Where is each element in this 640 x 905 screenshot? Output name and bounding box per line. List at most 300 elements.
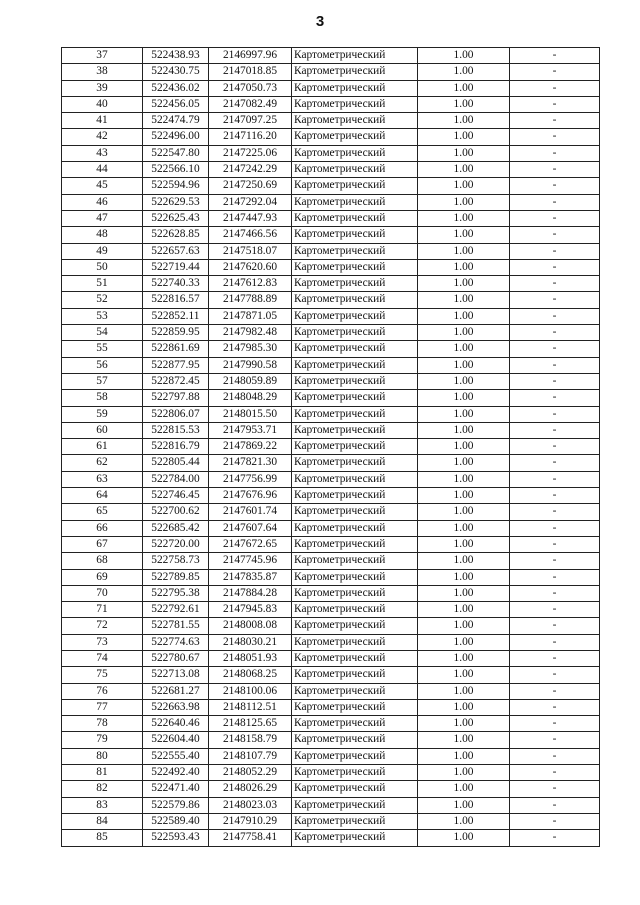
description-cell: -	[510, 439, 600, 455]
method-cell: Картометрический	[292, 813, 418, 829]
x-coordinate-cell: 522681.27	[143, 683, 209, 699]
x-coordinate-cell: 522436.02	[143, 80, 209, 96]
point-number-cell: 72	[62, 618, 143, 634]
x-coordinate-cell: 522657.63	[143, 243, 209, 259]
method-cell: Картометрический	[292, 830, 418, 846]
point-number-cell: 65	[62, 504, 143, 520]
description-cell: -	[510, 618, 600, 634]
table-row	[62, 96, 600, 112]
point-number-cell: 53	[62, 308, 143, 324]
y-coordinate-cell: 2147990.58	[209, 357, 292, 373]
table-row	[62, 813, 600, 829]
y-coordinate-cell: 2147869.22	[209, 439, 292, 455]
y-coordinate-cell: 2148052.29	[209, 765, 292, 781]
table-row	[62, 569, 600, 585]
method-cell: Картометрический	[292, 765, 418, 781]
method-cell: Картометрический	[292, 422, 418, 438]
point-number-cell: 62	[62, 455, 143, 471]
description-cell: -	[510, 80, 600, 96]
table-row	[62, 602, 600, 618]
table-row	[62, 634, 600, 650]
point-number-cell: 54	[62, 325, 143, 341]
method-cell: Картометрический	[292, 129, 418, 145]
description-cell: -	[510, 178, 600, 194]
accuracy-cell: 1.00	[418, 553, 510, 569]
accuracy-cell: 1.00	[418, 471, 510, 487]
description-cell: -	[510, 553, 600, 569]
point-number-cell: 56	[62, 357, 143, 373]
point-number-cell: 63	[62, 471, 143, 487]
y-coordinate-cell: 2148048.29	[209, 390, 292, 406]
table-row	[62, 210, 600, 226]
accuracy-cell: 1.00	[418, 96, 510, 112]
accuracy-cell: 1.00	[418, 276, 510, 292]
y-coordinate-cell: 2148015.50	[209, 406, 292, 422]
x-coordinate-cell: 522792.61	[143, 602, 209, 618]
x-coordinate-cell: 522816.57	[143, 292, 209, 308]
accuracy-cell: 1.00	[418, 618, 510, 634]
method-cell: Картометрический	[292, 634, 418, 650]
description-cell: -	[510, 781, 600, 797]
coordinates-table	[61, 47, 600, 847]
table-row	[62, 129, 600, 145]
accuracy-cell: 1.00	[418, 716, 510, 732]
method-cell: Картометрический	[292, 48, 418, 64]
y-coordinate-cell: 2147982.48	[209, 325, 292, 341]
x-coordinate-cell: 522816.79	[143, 439, 209, 455]
y-coordinate-cell: 2147821.30	[209, 455, 292, 471]
description-cell: -	[510, 667, 600, 683]
y-coordinate-cell: 2148125.65	[209, 716, 292, 732]
point-number-cell: 68	[62, 553, 143, 569]
table-row	[62, 390, 600, 406]
accuracy-cell: 1.00	[418, 145, 510, 161]
accuracy-cell: 1.00	[418, 243, 510, 259]
point-number-cell: 73	[62, 634, 143, 650]
table-row	[62, 243, 600, 259]
y-coordinate-cell: 2147050.73	[209, 80, 292, 96]
method-cell: Картометрический	[292, 96, 418, 112]
description-cell: -	[510, 650, 600, 666]
x-coordinate-cell: 522471.40	[143, 781, 209, 797]
table-row	[62, 504, 600, 520]
description-cell: -	[510, 325, 600, 341]
accuracy-cell: 1.00	[418, 373, 510, 389]
point-number-cell: 79	[62, 732, 143, 748]
x-coordinate-cell: 522629.53	[143, 194, 209, 210]
point-number-cell: 40	[62, 96, 143, 112]
method-cell: Картометрический	[292, 569, 418, 585]
x-coordinate-cell: 522625.43	[143, 210, 209, 226]
point-number-cell: 48	[62, 227, 143, 243]
accuracy-cell: 1.00	[418, 80, 510, 96]
accuracy-cell: 1.00	[418, 439, 510, 455]
x-coordinate-cell: 522719.44	[143, 259, 209, 275]
x-coordinate-cell: 522852.11	[143, 308, 209, 324]
y-coordinate-cell: 2147620.60	[209, 259, 292, 275]
table-row	[62, 748, 600, 764]
accuracy-cell: 1.00	[418, 357, 510, 373]
description-cell: -	[510, 357, 600, 373]
point-number-cell: 77	[62, 699, 143, 715]
x-coordinate-cell: 522861.69	[143, 341, 209, 357]
method-cell: Картометрический	[292, 699, 418, 715]
method-cell: Картометрический	[292, 357, 418, 373]
description-cell: -	[510, 488, 600, 504]
table-row	[62, 194, 600, 210]
accuracy-cell: 1.00	[418, 536, 510, 552]
y-coordinate-cell: 2148100.06	[209, 683, 292, 699]
accuracy-cell: 1.00	[418, 422, 510, 438]
y-coordinate-cell: 2147607.64	[209, 520, 292, 536]
x-coordinate-cell: 522713.08	[143, 667, 209, 683]
description-cell: -	[510, 520, 600, 536]
description-cell: -	[510, 48, 600, 64]
point-number-cell: 81	[62, 765, 143, 781]
table-row	[62, 455, 600, 471]
table-row	[62, 373, 600, 389]
method-cell: Картометрический	[292, 439, 418, 455]
method-cell: Картометрический	[292, 259, 418, 275]
y-coordinate-cell: 2147871.05	[209, 308, 292, 324]
point-number-cell: 49	[62, 243, 143, 259]
y-coordinate-cell: 2147835.87	[209, 569, 292, 585]
x-coordinate-cell: 522700.62	[143, 504, 209, 520]
accuracy-cell: 1.00	[418, 830, 510, 846]
x-coordinate-cell: 522720.00	[143, 536, 209, 552]
table-row	[62, 781, 600, 797]
description-cell: -	[510, 455, 600, 471]
point-number-cell: 59	[62, 406, 143, 422]
method-cell: Картометрический	[292, 113, 418, 129]
description-cell: -	[510, 813, 600, 829]
description-cell: -	[510, 585, 600, 601]
accuracy-cell: 1.00	[418, 504, 510, 520]
method-cell: Картометрический	[292, 471, 418, 487]
table-row	[62, 308, 600, 324]
accuracy-cell: 1.00	[418, 194, 510, 210]
table-row	[62, 585, 600, 601]
table-row	[62, 683, 600, 699]
y-coordinate-cell: 2148030.21	[209, 634, 292, 650]
description-cell: -	[510, 504, 600, 520]
y-coordinate-cell: 2147910.29	[209, 813, 292, 829]
y-coordinate-cell: 2147945.83	[209, 602, 292, 618]
description-cell: -	[510, 683, 600, 699]
description-cell: -	[510, 748, 600, 764]
table-row	[62, 227, 600, 243]
x-coordinate-cell: 522774.63	[143, 634, 209, 650]
point-number-cell: 55	[62, 341, 143, 357]
x-coordinate-cell: 522784.00	[143, 471, 209, 487]
method-cell: Картометрический	[292, 455, 418, 471]
method-cell: Картометрический	[292, 210, 418, 226]
description-cell: -	[510, 64, 600, 80]
method-cell: Картометрический	[292, 64, 418, 80]
point-number-cell: 47	[62, 210, 143, 226]
description-cell: -	[510, 536, 600, 552]
method-cell: Картометрический	[292, 748, 418, 764]
x-coordinate-cell: 522474.79	[143, 113, 209, 129]
description-cell: -	[510, 699, 600, 715]
method-cell: Картометрический	[292, 504, 418, 520]
table-row	[62, 113, 600, 129]
x-coordinate-cell: 522797.88	[143, 390, 209, 406]
description-cell: -	[510, 830, 600, 846]
x-coordinate-cell: 522438.93	[143, 48, 209, 64]
x-coordinate-cell: 522859.95	[143, 325, 209, 341]
table-row	[62, 765, 600, 781]
x-coordinate-cell: 522579.86	[143, 797, 209, 813]
method-cell: Картометрический	[292, 145, 418, 161]
point-number-cell: 44	[62, 162, 143, 178]
y-coordinate-cell: 2147953.71	[209, 422, 292, 438]
x-coordinate-cell: 522789.85	[143, 569, 209, 585]
description-cell: -	[510, 292, 600, 308]
x-coordinate-cell: 522806.07	[143, 406, 209, 422]
point-number-cell: 38	[62, 64, 143, 80]
point-number-cell: 83	[62, 797, 143, 813]
accuracy-cell: 1.00	[418, 699, 510, 715]
method-cell: Картометрический	[292, 488, 418, 504]
table-row	[62, 797, 600, 813]
description-cell: -	[510, 308, 600, 324]
table-row	[62, 341, 600, 357]
y-coordinate-cell: 2147292.04	[209, 194, 292, 210]
method-cell: Картометрический	[292, 732, 418, 748]
x-coordinate-cell: 522781.55	[143, 618, 209, 634]
accuracy-cell: 1.00	[418, 797, 510, 813]
accuracy-cell: 1.00	[418, 259, 510, 275]
x-coordinate-cell: 522594.96	[143, 178, 209, 194]
description-cell: -	[510, 422, 600, 438]
method-cell: Картометрический	[292, 227, 418, 243]
x-coordinate-cell: 522566.10	[143, 162, 209, 178]
point-number-cell: 61	[62, 439, 143, 455]
method-cell: Картометрический	[292, 585, 418, 601]
accuracy-cell: 1.00	[418, 308, 510, 324]
point-number-cell: 41	[62, 113, 143, 129]
description-cell: -	[510, 276, 600, 292]
method-cell: Картометрический	[292, 80, 418, 96]
method-cell: Картометрический	[292, 650, 418, 666]
table-row	[62, 259, 600, 275]
y-coordinate-cell: 2148051.93	[209, 650, 292, 666]
point-number-cell: 58	[62, 390, 143, 406]
accuracy-cell: 1.00	[418, 390, 510, 406]
point-number-cell: 57	[62, 373, 143, 389]
table-row	[62, 520, 600, 536]
description-cell: -	[510, 373, 600, 389]
x-coordinate-cell: 522663.98	[143, 699, 209, 715]
accuracy-cell: 1.00	[418, 813, 510, 829]
point-number-cell: 42	[62, 129, 143, 145]
y-coordinate-cell: 2148158.79	[209, 732, 292, 748]
x-coordinate-cell: 522430.75	[143, 64, 209, 80]
y-coordinate-cell: 2148068.25	[209, 667, 292, 683]
y-coordinate-cell: 2148107.79	[209, 748, 292, 764]
table-row	[62, 406, 600, 422]
x-coordinate-cell: 522685.42	[143, 520, 209, 536]
description-cell: -	[510, 341, 600, 357]
description-cell: -	[510, 194, 600, 210]
table-row	[62, 178, 600, 194]
accuracy-cell: 1.00	[418, 406, 510, 422]
point-number-cell: 69	[62, 569, 143, 585]
y-coordinate-cell: 2148023.03	[209, 797, 292, 813]
x-coordinate-cell: 522815.53	[143, 422, 209, 438]
method-cell: Картометрический	[292, 667, 418, 683]
accuracy-cell: 1.00	[418, 634, 510, 650]
point-number-cell: 60	[62, 422, 143, 438]
method-cell: Картометрический	[292, 373, 418, 389]
y-coordinate-cell: 2147518.07	[209, 243, 292, 259]
x-coordinate-cell: 522492.40	[143, 765, 209, 781]
y-coordinate-cell: 2147225.06	[209, 145, 292, 161]
table-row	[62, 716, 600, 732]
table-row	[62, 439, 600, 455]
x-coordinate-cell: 522780.67	[143, 650, 209, 666]
x-coordinate-cell: 522555.40	[143, 748, 209, 764]
table-row	[62, 536, 600, 552]
description-cell: -	[510, 113, 600, 129]
accuracy-cell: 1.00	[418, 178, 510, 194]
table-row	[62, 650, 600, 666]
table-row	[62, 699, 600, 715]
table-row	[62, 471, 600, 487]
accuracy-cell: 1.00	[418, 341, 510, 357]
table-row	[62, 422, 600, 438]
point-number-cell: 66	[62, 520, 143, 536]
description-cell: -	[510, 129, 600, 145]
point-number-cell: 82	[62, 781, 143, 797]
y-coordinate-cell: 2147612.83	[209, 276, 292, 292]
accuracy-cell: 1.00	[418, 48, 510, 64]
description-cell: -	[510, 602, 600, 618]
y-coordinate-cell: 2147672.65	[209, 536, 292, 552]
accuracy-cell: 1.00	[418, 683, 510, 699]
point-number-cell: 85	[62, 830, 143, 846]
method-cell: Картометрический	[292, 536, 418, 552]
x-coordinate-cell: 522604.40	[143, 732, 209, 748]
point-number-cell: 37	[62, 48, 143, 64]
accuracy-cell: 1.00	[418, 455, 510, 471]
accuracy-cell: 1.00	[418, 64, 510, 80]
y-coordinate-cell: 2147601.74	[209, 504, 292, 520]
y-coordinate-cell: 2148059.89	[209, 373, 292, 389]
accuracy-cell: 1.00	[418, 113, 510, 129]
table-row	[62, 357, 600, 373]
method-cell: Картометрический	[292, 390, 418, 406]
method-cell: Картометрический	[292, 276, 418, 292]
description-cell: -	[510, 569, 600, 585]
description-cell: -	[510, 406, 600, 422]
x-coordinate-cell: 522547.80	[143, 145, 209, 161]
accuracy-cell: 1.00	[418, 520, 510, 536]
description-cell: -	[510, 210, 600, 226]
table-row	[62, 64, 600, 80]
accuracy-cell: 1.00	[418, 227, 510, 243]
table-row	[62, 292, 600, 308]
method-cell: Картометрический	[292, 308, 418, 324]
x-coordinate-cell: 522795.38	[143, 585, 209, 601]
x-coordinate-cell: 522872.45	[143, 373, 209, 389]
y-coordinate-cell: 2147758.41	[209, 830, 292, 846]
accuracy-cell: 1.00	[418, 781, 510, 797]
table-row	[62, 732, 600, 748]
method-cell: Картометрический	[292, 602, 418, 618]
method-cell: Картометрический	[292, 520, 418, 536]
method-cell: Картометрический	[292, 341, 418, 357]
point-number-cell: 52	[62, 292, 143, 308]
y-coordinate-cell: 2147884.28	[209, 585, 292, 601]
y-coordinate-cell: 2147466.56	[209, 227, 292, 243]
accuracy-cell: 1.00	[418, 650, 510, 666]
method-cell: Картометрический	[292, 292, 418, 308]
point-number-cell: 45	[62, 178, 143, 194]
table-row	[62, 80, 600, 96]
method-cell: Картометрический	[292, 406, 418, 422]
accuracy-cell: 1.00	[418, 585, 510, 601]
accuracy-cell: 1.00	[418, 162, 510, 178]
y-coordinate-cell: 2147242.29	[209, 162, 292, 178]
description-cell: -	[510, 243, 600, 259]
x-coordinate-cell: 522740.33	[143, 276, 209, 292]
description-cell: -	[510, 259, 600, 275]
x-coordinate-cell: 522593.43	[143, 830, 209, 846]
table-row	[62, 276, 600, 292]
point-number-cell: 39	[62, 80, 143, 96]
x-coordinate-cell: 522628.85	[143, 227, 209, 243]
accuracy-cell: 1.00	[418, 667, 510, 683]
point-number-cell: 76	[62, 683, 143, 699]
accuracy-cell: 1.00	[418, 602, 510, 618]
method-cell: Картометрический	[292, 683, 418, 699]
x-coordinate-cell: 522746.45	[143, 488, 209, 504]
y-coordinate-cell: 2147018.85	[209, 64, 292, 80]
table-row	[62, 667, 600, 683]
x-coordinate-cell: 522758.73	[143, 553, 209, 569]
accuracy-cell: 1.00	[418, 210, 510, 226]
point-number-cell: 78	[62, 716, 143, 732]
description-cell: -	[510, 765, 600, 781]
point-number-cell: 43	[62, 145, 143, 161]
x-coordinate-cell: 522589.40	[143, 813, 209, 829]
coordinates-table-body	[62, 48, 600, 847]
description-cell: -	[510, 390, 600, 406]
table-row	[62, 618, 600, 634]
y-coordinate-cell: 2147788.89	[209, 292, 292, 308]
x-coordinate-cell: 522805.44	[143, 455, 209, 471]
point-number-cell: 75	[62, 667, 143, 683]
page-number: 3	[315, 13, 325, 30]
accuracy-cell: 1.00	[418, 748, 510, 764]
description-cell: -	[510, 96, 600, 112]
point-number-cell: 70	[62, 585, 143, 601]
y-coordinate-cell: 2147250.69	[209, 178, 292, 194]
table-row	[62, 488, 600, 504]
method-cell: Картометрический	[292, 243, 418, 259]
point-number-cell: 51	[62, 276, 143, 292]
accuracy-cell: 1.00	[418, 569, 510, 585]
method-cell: Картометрический	[292, 178, 418, 194]
method-cell: Картометрический	[292, 325, 418, 341]
y-coordinate-cell: 2146997.96	[209, 48, 292, 64]
description-cell: -	[510, 797, 600, 813]
table-row	[62, 48, 600, 64]
y-coordinate-cell: 2147676.96	[209, 488, 292, 504]
point-number-cell: 71	[62, 602, 143, 618]
